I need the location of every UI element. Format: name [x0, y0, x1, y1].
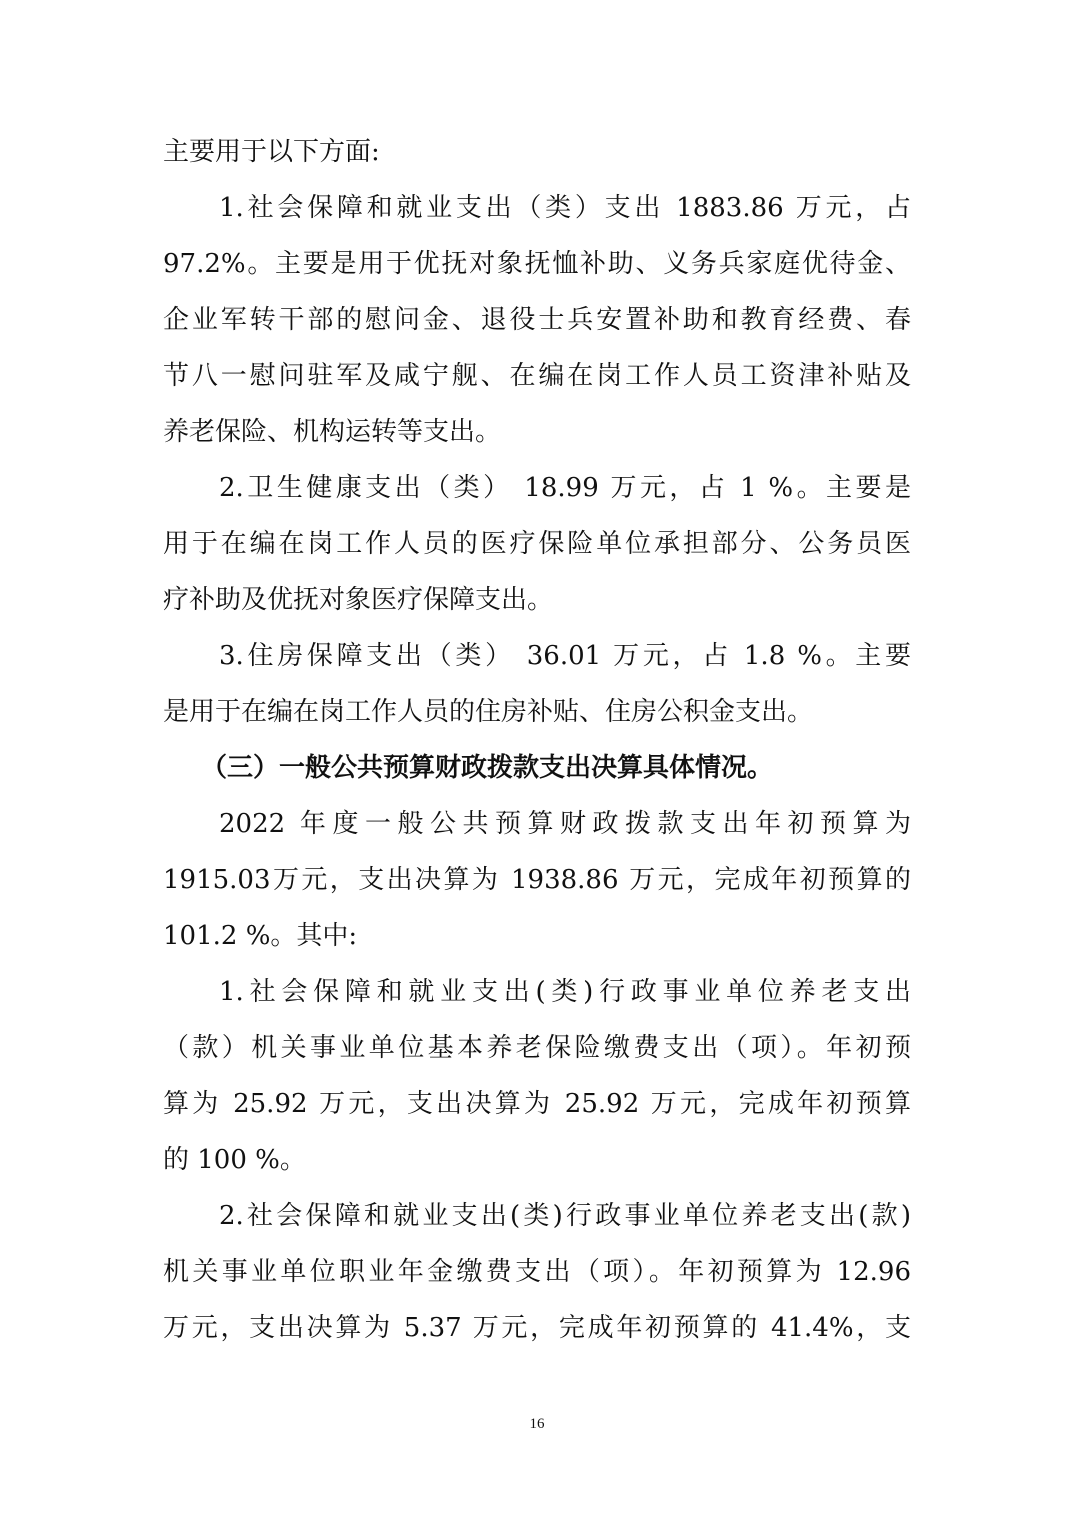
- text-line: 养老保险、机构运转等支出。: [163, 417, 502, 447]
- text-line: 是用于在编在岗工作人员的住房补贴、住房公积金支出。: [163, 697, 814, 727]
- text-line: 用于在编在岗工作人员的医疗保险单位承担部分、公务员医: [163, 529, 911, 559]
- text-line: 1.社会保障和就业支出(类)行政事业单位养老支出: [219, 977, 911, 1007]
- text-line: 节八一慰问驻军及咸宁舰、在编在岗工作人员工资津补贴及: [163, 361, 911, 391]
- text-line: 2.社会保障和就业支出(类)行政事业单位养老支出(款): [219, 1201, 911, 1231]
- text-line: 3.住房保障支出（类） 36.01 万元，占 1.8 %。主要: [219, 641, 911, 671]
- section-heading: （三）一般公共预算财政拨款支出决算具体情况。: [201, 753, 774, 783]
- text-line: 疗补助及优抚对象医疗保障支出。: [163, 585, 554, 615]
- text-line: 的 100 %。: [163, 1145, 306, 1175]
- text-line: 2022 年度一般公共预算财政拨款支出年初预算为: [219, 809, 911, 839]
- text-line: 机关事业单位职业年金缴费支出（项）。年初预算为 12.96: [163, 1257, 911, 1287]
- text-line: 企业军转干部的慰问金、退役士兵安置补助和教育经费、春: [163, 305, 911, 335]
- page-number: 16: [529, 1416, 545, 1432]
- text-line: 101.2 %。其中:: [163, 921, 358, 951]
- text-line: 1.社会保障和就业支出（类）支出 1883.86 万元，占: [219, 193, 911, 223]
- text-line: 算为 25.92 万元，支出决算为 25.92 万元，完成年初预算: [163, 1089, 911, 1119]
- text-line: 1915.03万元，支出决算为 1938.86 万元，完成年初预算的: [163, 865, 911, 895]
- text-line: 97.2%。主要是用于优抚对象抚恤补助、义务兵家庭优待金、: [163, 249, 911, 279]
- text-line: 主要用于以下方面:: [163, 137, 380, 167]
- text-line: 2.卫生健康支出（类） 18.99 万元，占 1 %。主要是: [219, 473, 911, 503]
- text-line: 万元，支出决算为 5.37 万元，完成年初预算的 41.4%，支: [163, 1313, 911, 1343]
- text-line: （款）机关事业单位基本养老保险缴费支出（项）。年初预: [163, 1033, 911, 1063]
